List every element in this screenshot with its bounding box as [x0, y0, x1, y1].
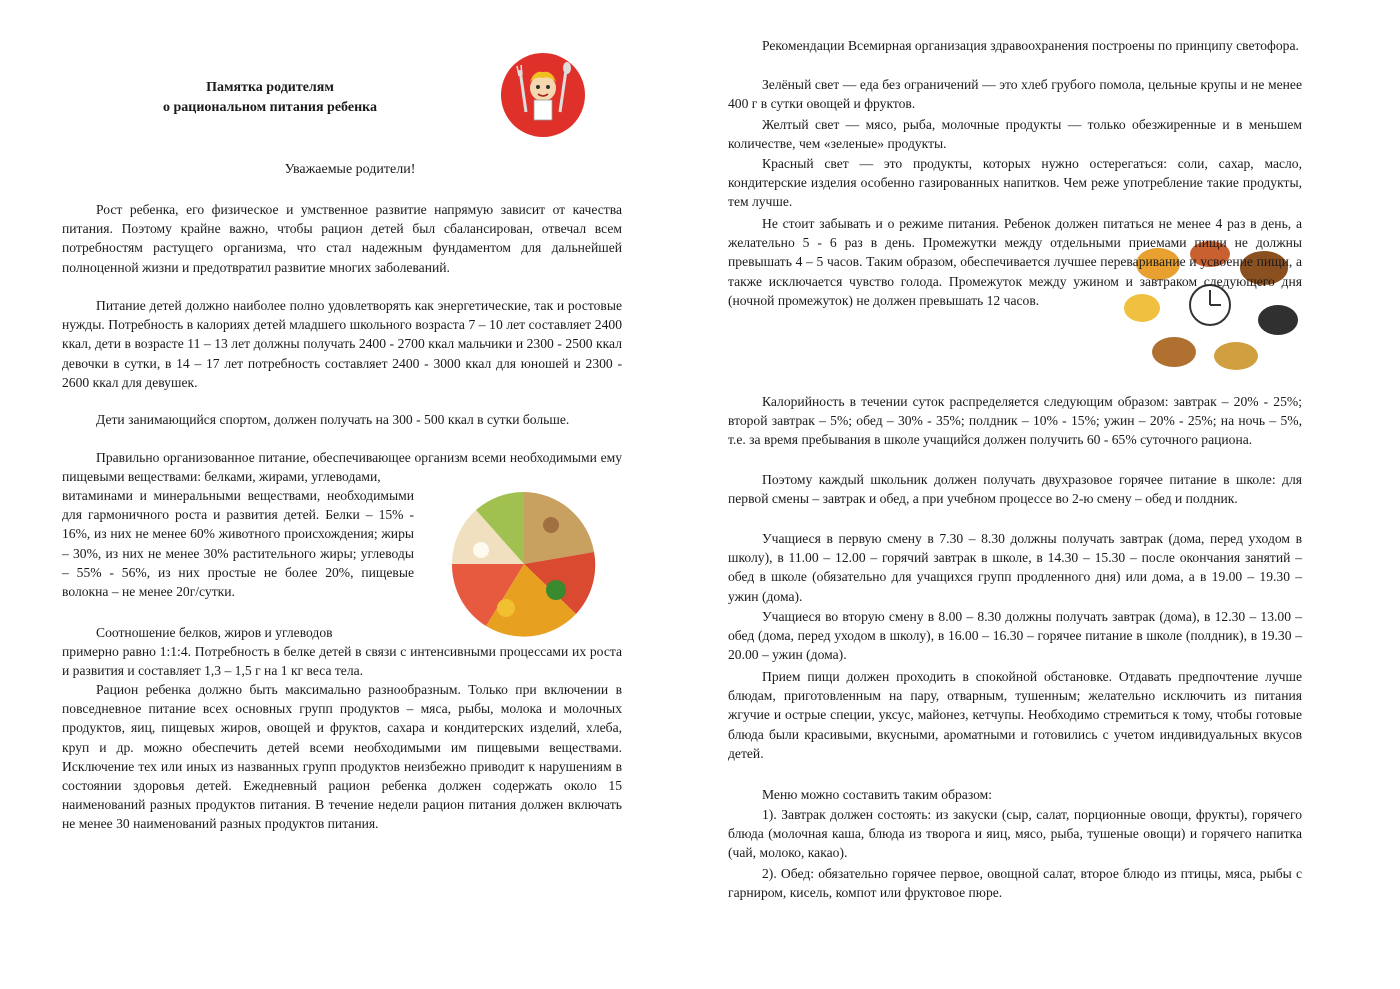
paragraph-menu-intro: Меню можно составить таким образом: [762, 787, 993, 802]
paragraph-5a: Соотношение белков, жиров и углеводов [96, 625, 333, 640]
title-line-1: Памятка родителям [206, 80, 334, 95]
paragraph-first-shift: Учащиеся в первую смену в 7.30 – 8.30 должны получать завтрак (дома, перед уходом в школу), в 11.00 – 12.00 – горячий завтрак в школе, в 14.30 – 15.30 – после окончания занятий – обед в школе (обязательно для учащихся групп продленного дня) или дома, а в 19.00 – 19.30 – ужин (дома). [728, 531, 1302, 604]
paragraph-breakfast: 1). Завтрак должен состоять: из закуски (сыр, салат, порционные овощи, фрукты), горячего блюда (молочная каша, блюда из творога и яиц, мясо, рыба, тушеные овощи) и горячего напитка (чай, молоко, какао). [728, 807, 1302, 861]
paragraph-5b: примерно равно 1:1:4. Потребность в белке детей в связи с интенсивными процессами их роста и развития и составляет 1,3 – 1,5 г на 1 кг веса тела. [62, 644, 622, 679]
paragraph-school-meals: Поэтому каждый школьник должен получать двухразовое горячее питание в школе: для первой смены – завтрак и обед, а при учебном процессе во 2-ю смену – обед и полдник. [728, 472, 1302, 507]
child-with-fork-and-spoon-icon [500, 52, 586, 138]
paragraph-red-light: Красный свет — это продукты, которых нужно остерегаться: соли, сахар, масло, кондитерские изделия особенно газированных напитков. Чем реже употребление такие продукты, тем лучше. [728, 156, 1302, 210]
greeting: Уважаемые родители! [284, 162, 416, 177]
paragraph-2: Питание детей должно наиболее полно удовлетворять как энергетические, так и ростовые нужды. Потребность в калориях детей младшего школьного возраста 7 – 10 лет составляет 2400 ккал, дети в возрасте 11 – 13 лет должны получать 2400 - 2700 ккал мальчики и 2300 - 2500 ккал девочки в сутки, в 14 – 17 лет потребность составляет 2400 - 3000 ккал для юношей и 2300 - 2600 ккал для девушек. [62, 298, 622, 390]
paragraph-calorie-distribution: Калорийность в течении суток распределяется следующим образом: завтрак – 20% - 25%; второй завтрак – 5%; обед – 30% - 35%; полдник – 10% - 15%; ужин – 20% - 25%; на ночь – 5%, т.е. за время пребывания в школе учащийся должен получить 60 - 65% суточного рациона. [728, 394, 1302, 448]
title-line-2: о рациональном питания ребенка [162, 100, 378, 115]
paragraph-1: Рост ребенка, его физическое и умственное развитие напрямую зависит от качества питания. Поэтому крайне важно, чтобы рацион детей был сбалансирован, отвечал всем потребностям растущего организма, что стал надежным фундаментом для дальнейшей полноценной жизни и предотвратил развитие многих заболеваний. [62, 202, 622, 275]
paragraph-meal-schedule: Не стоит забывать и о режиме питания. Ребенок должен питаться не менее 4 раз в день, а желательно 5 - 6 раз в день. Промежутки между отдельными приемами пищи не должны превышать 4 – 5 часов. Таким образом, обеспечивается лучшее переваривание и усвоение пищи, а также исключается чувство голода. Промежуток между ужином и завтраком следующего дня (ночной промежуток) не должен превышать 12 часов. [728, 216, 1302, 308]
paragraph-meal-environment: Прием пищи должен проходить в спокойной обстановке. Отдавать предпочтение лучше блюдам, приготовленным на пару, отварным, тушенным; желательно исключить из питания жгучие и острые специи, уксус, майонез, кетчупы. Необходимо стремиться к тому, чтобы готовые блюда были красивыми, вкусными, ароматными и готовились с учетом индивидуальных вкусов детей. [728, 669, 1302, 761]
paragraph-green-light: Зелёный свет — еда без ограничений — это хлеб грубого помола, цельные крупы и не менее 400 г в сутки овощей и фруктов. [728, 77, 1302, 112]
paragraph-lunch: 2). Обед: обязательно горячее первое, овощной салат, второе блюдо из птицы, мяса, рыбы с гарниром, кисель, компот или фруктовое пюре. [728, 866, 1302, 901]
paragraph-6: Рацион ребенка должно быть максимально разнообразным. Только при включении в повседневное питание всех основных групп продуктов – мяса, рыбы, молока и молочных продуктов, яиц, пищевых жиров, овощей и фруктов, сахара и кондитерских изделий, хлеба, круп и др. можно обеспечить детей всеми необходимыми им пищевыми веществами. Исключение тех или иных из названных групп продуктов неизбежно приводит к нарушениям в состоянии здоровья детей. Ежедневный рацион ребенка должен содержать около 15 наименований разных продуктов питания. В течение недели рацион питания должен включать не менее 30 наименований разных продуктов питания. [62, 682, 622, 832]
paragraph-3: Дети занимающийся спортом, должен получать на 300 - 500 ккал в сутки больше. [96, 412, 570, 427]
paragraph-who: Рекомендации Всемирная организация здравоохранения построены по принципу светофора. [762, 38, 1299, 53]
paragraph-yellow-light: Желтый свет — мясо, рыба, молочные продукты — только обезжиренные и в меньшем количестве, чем «зеленые» продукты. [728, 117, 1302, 152]
right-page [700, 0, 1400, 989]
paragraph-second-shift: Учащиеся во вторую смену в 8.00 – 8.30 должны получать завтрак (дома), в 12.30 – 13.00 – обед (дома, перед уходом в школу), в 16.00 – 16.30 – горячее питание в школе (полдник), в 19.30 – 20.00 – ужин (дома). [728, 609, 1302, 663]
paragraph-4a: Правильно организованное питание, обеспечивающее организм всеми необходимыми ему пищевыми веществами: белками, жирами, углеводами, [62, 450, 622, 485]
paragraph-4b: витаминами и минеральными веществами, необходимыми для гармоничного роста и развития детей. Белки – 15% - 16%, из них не менее 60% животного происхождения; жиры – 30%, из них не менее 30% растительного жиры; углеводы – 55% - 56%, из них простые не более 20%, пищевые волокна – не менее 20г/сутки. [62, 488, 414, 600]
food-pyramid-circle-image [426, 490, 622, 638]
